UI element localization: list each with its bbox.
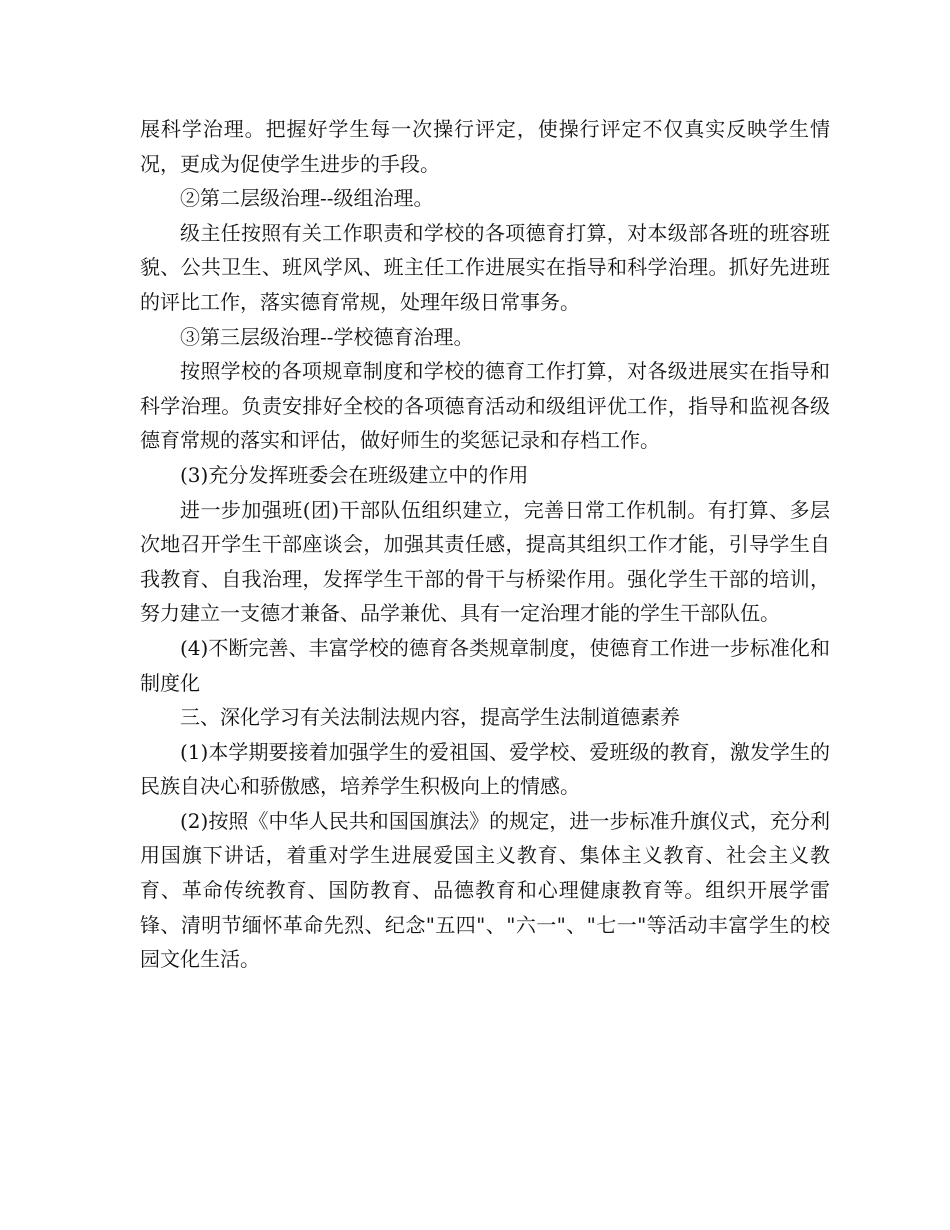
paragraph-7: 进一步加强班(团)干部队伍组织建立，完善日常工作机制。有打算、多层次地召开学生干部座谈会，加强其责任感，提高其组织工作才能，引导学生自我教育、自我治理，发挥学生干部的骨干与桥梁作用。强化学生干部的培训，努力建立一支德才兼备、品学兼优、具有一定治理才能的学生干部队伍。 <box>140 497 830 626</box>
paragraph-4: ③第三层级治理--学校德育治理。 <box>180 324 474 349</box>
paragraph-8: (4)不断完善、丰富学校的德育各类规章制度，使德育工作进一步标准化和制度化 <box>140 635 830 695</box>
paragraph-2: ②第二层级治理--级组治理。 <box>180 186 434 211</box>
paragraph-10: (1)本学期要接着加强学生的爱祖国、爱学校、爱班级的教育，激发学生的民族自决心和骄傲感，培养学生积极向上的情感。 <box>140 739 830 799</box>
paragraph-6: (3)充分发挥班委会在班级建立中的作用 <box>180 462 529 487</box>
paragraph-3: 级主任按照有关工作职责和学校的各项德育打算，对本级部各班的班容班貌、公共卫生、班风学风、班主任工作进展实在指导和科学治理。抓好先进班的评比工作，落实德育常规，处理年级日常事务。 <box>140 220 830 314</box>
paragraph-1: 展科学治理。把握好学生每一次操行评定，使操行评定不仅真实反映学生情况，更成为促使学生进步的手段。 <box>140 117 830 176</box>
document-body <box>140 112 830 977</box>
paragraph-5: 按照学校的各项规章制度和学校的德育工作打算，对各级进展实在指导和科学治理。负责安排好全校的各项德育活动和级组评优工作，指导和监视各级德育常规的落实和评估，做好师生的奖惩记录和存档工作。 <box>140 359 830 453</box>
paragraph-11: (2)按照《中华人民共和国国旗法》的规定，进一步标准升旗仪式，充分利用国旗下讲话，着重对学生进展爱国主义教育、集体主义教育、社会主义教育、革命传统教育、国防教育、品德教育和心理健康教育等。组织开展学雷锋、清明节缅怀革命先烈、纪念"五四"、"六一"、"七一"等活动丰富学生的校园文化生活。 <box>140 808 830 972</box>
paragraph-9: 三、深化学习有关法制法规内容，提高学生法制道德素养 <box>180 705 680 730</box>
